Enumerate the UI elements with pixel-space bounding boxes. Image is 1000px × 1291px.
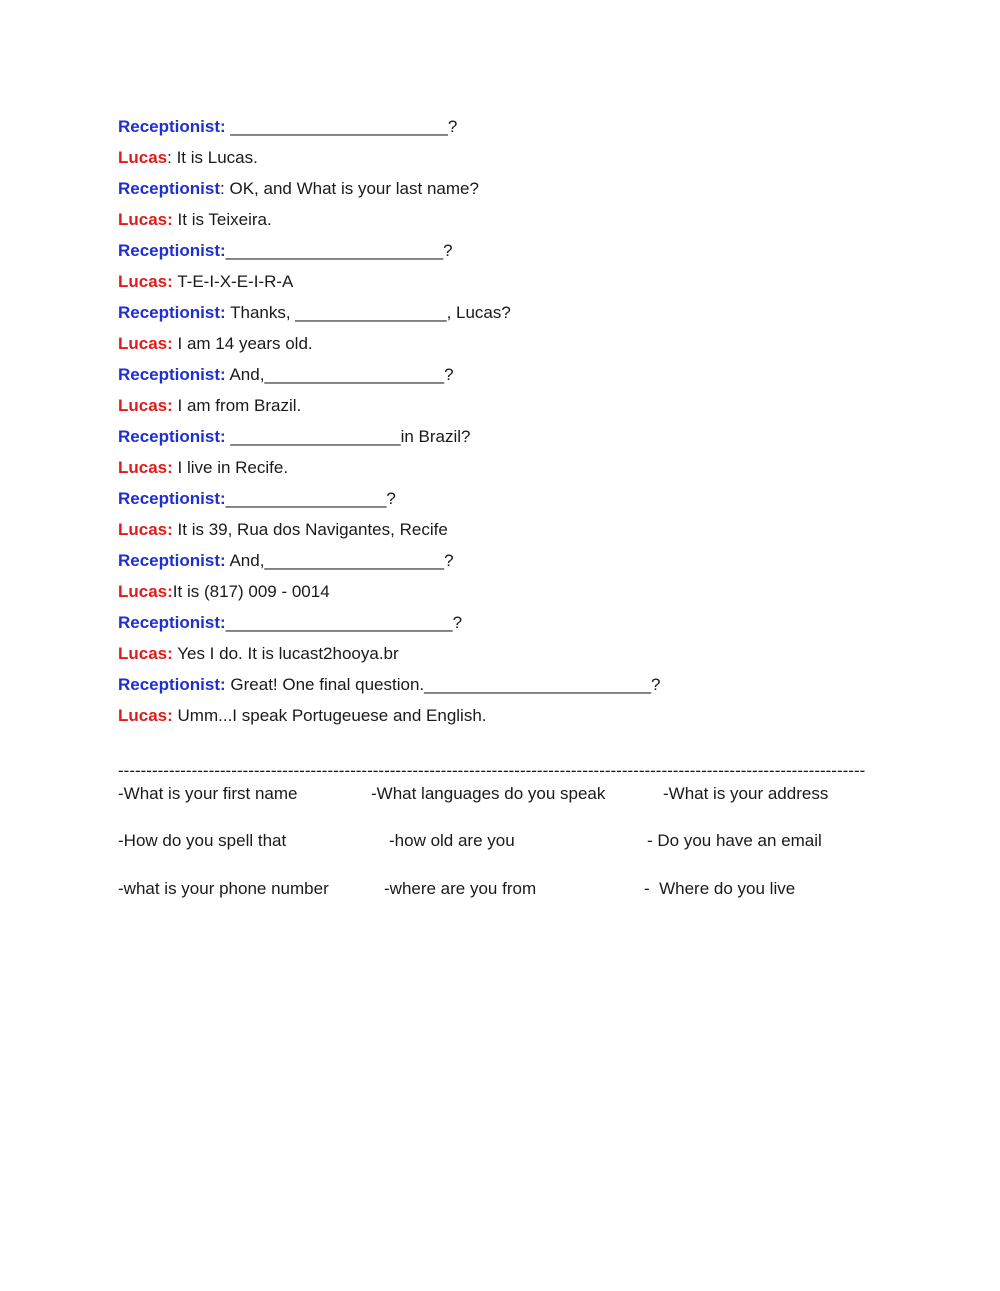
line-text: T-E-I-X-E-I-R-A [172,272,294,291]
speaker-lucas: Lucas: [118,334,173,353]
line-text: Thanks, ________________, Lucas? [225,303,511,322]
dialogue-line [118,271,918,302]
dialogue-line [118,209,918,240]
speaker-receptionist: Receptionist: [118,551,226,570]
line-text: : OK, and What is your last name? [220,179,479,198]
option-from: -where are you from [384,879,537,898]
line-text: Umm...I speak Portugeuese and English. [172,706,487,725]
dialogue-line [118,550,918,581]
speaker-lucas: Lucas: [118,396,173,415]
speaker-lucas: Lucas: [118,644,173,663]
dialogue-line [118,364,918,395]
option-languages: -What languages do you speak [371,784,606,803]
line-text: It is Teixeira. [172,210,272,229]
line-text: Great! One final question.________________________? [225,675,661,694]
option-email: - Do you have an email [647,831,822,850]
line-text: I live in Recife. [172,458,289,477]
dialogue [118,116,918,736]
dialogue-line [118,519,918,550]
line-text: It is (817) 009 - 0014 [172,582,330,601]
speaker-lucas: Lucas: [118,582,173,601]
option-first-name: -What is your first name [118,784,298,803]
dialogue-line [118,488,918,519]
line-text: _______________________? [225,241,453,260]
speaker-lucas: Lucas: [118,706,173,725]
option-age: -how old are you [389,831,515,850]
line-text: _________________? [225,489,396,508]
line-text: And,___________________? [225,551,454,570]
dialogue-line [118,612,918,643]
dialogue-line [118,643,918,674]
option-address: -What is your address [663,784,829,803]
line-text: : It is Lucas. [167,148,258,167]
dialogue-line [118,147,918,178]
line-text: It is 39, Rua dos Navigantes, Recife [172,520,448,539]
dialogue-line [118,395,918,426]
line-text: I am 14 years old. [172,334,313,353]
line-text: Yes I do. It is lucast2hooya.br [172,644,399,663]
dialogue-line [118,426,918,457]
dashed-divider: ------------------------------------------------------------------------------------------------------------------------------------ [118,761,866,780]
dialogue-line [118,581,918,612]
line-text: ________________________? [225,613,463,632]
speaker-lucas: Lucas: [118,272,173,291]
speaker-receptionist: Receptionist: [118,117,226,136]
speaker-receptionist: Receptionist: [118,675,226,694]
speaker-receptionist: Receptionist: [118,365,226,384]
speaker-lucas: Lucas: [118,520,173,539]
dialogue-line [118,333,918,364]
line-text: I am from Brazil. [172,396,302,415]
dialogue-line [118,457,918,488]
option-phone: -what is your phone number [118,879,329,898]
option-live: - Where do you live [644,879,796,898]
dialogue-line [118,116,918,147]
line-text: _______________________? [225,117,458,136]
speaker-receptionist: Receptionist: [118,427,226,446]
dialogue-line [118,178,918,209]
line-text: And,___________________? [225,365,454,384]
dialogue-line [118,302,918,333]
speaker-lucas: Lucas: [118,458,173,477]
speaker-receptionist: Receptionist: [118,489,226,508]
dialogue-line [118,705,918,736]
speaker-receptionist: Receptionist: [118,241,226,260]
line-text: __________________in Brazil? [225,427,471,446]
speaker-lucas: Lucas [118,148,168,167]
option-spell: -How do you spell that [118,831,287,850]
dialogue-line [118,240,918,271]
dialogue-line [118,674,918,705]
speaker-lucas: Lucas: [118,210,173,229]
speaker-receptionist: Receptionist [118,179,221,198]
speaker-receptionist: Receptionist: [118,613,226,632]
speaker-receptionist: Receptionist: [118,303,226,322]
